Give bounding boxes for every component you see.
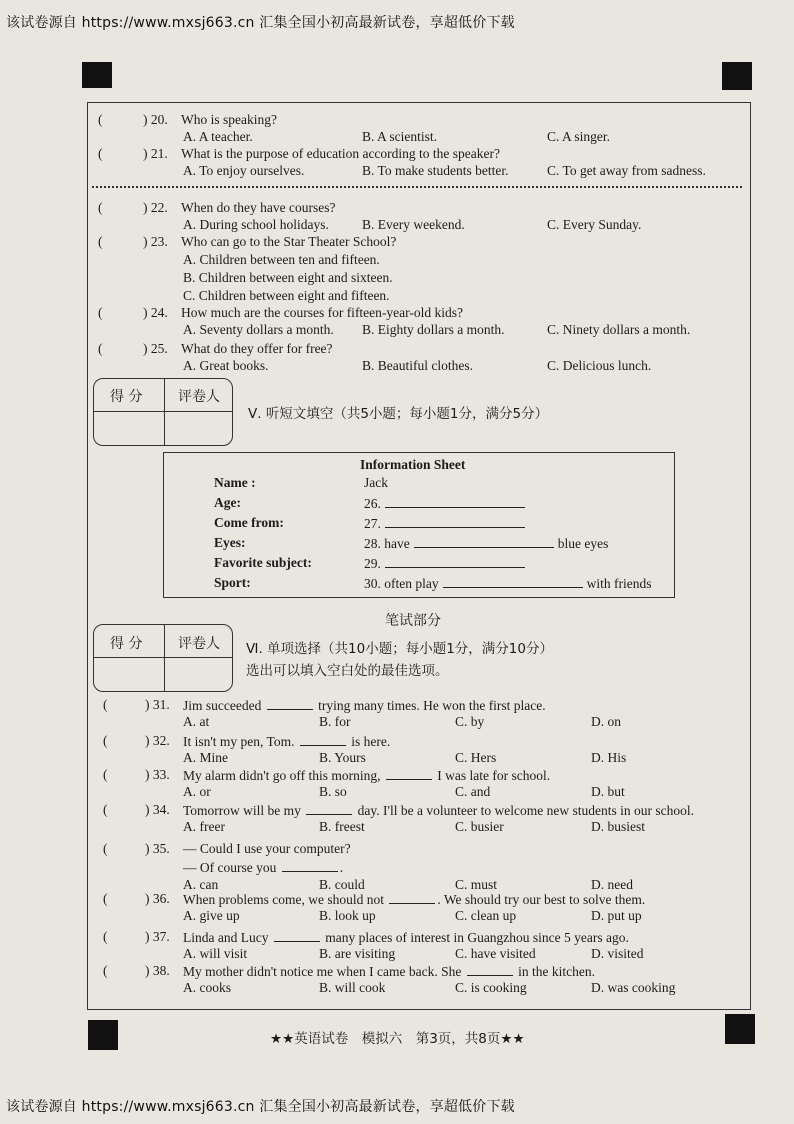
question-stem: Who is speaking?	[181, 112, 277, 127]
info-label: Come from:	[214, 515, 284, 530]
option-b: B. Every weekend.	[362, 217, 465, 232]
option-a: A. give up	[183, 908, 240, 923]
option-d: D. visited	[591, 946, 644, 961]
info-label: Name :	[214, 475, 256, 490]
option-c: C. To get away from sadness.	[547, 163, 706, 178]
option-b: B. for	[319, 714, 351, 729]
option-c: C. is cooking	[455, 980, 527, 995]
answer-paren: (	[103, 733, 108, 748]
option-a: A. Great books.	[183, 358, 269, 373]
option-b: B. are visiting	[319, 946, 396, 961]
question-number: ) 32.	[145, 733, 170, 748]
option-c: C. Ninety dollars a month.	[547, 322, 691, 337]
option-c: C. busier	[455, 819, 504, 834]
question-stem	[183, 891, 645, 908]
stem-part: It isn't my pen, Tom.	[183, 734, 298, 749]
option-c: C. Delicious lunch.	[547, 358, 652, 373]
score-label: 得 分	[110, 636, 143, 652]
answer-paren: (	[98, 305, 103, 320]
info-label: Sport:	[214, 575, 251, 590]
fill-in-blank[interactable]	[300, 733, 346, 746]
question-number: ) 33.	[145, 767, 170, 782]
info-value-text: 28. have	[364, 536, 410, 551]
question-stem	[183, 733, 390, 750]
option-a: A. Mine	[183, 750, 228, 765]
info-value	[364, 535, 608, 552]
question-number: ) 36.	[145, 891, 170, 906]
option-c: C. and	[455, 784, 491, 799]
option-b: B. Children between eight and sixteen.	[183, 270, 393, 285]
answer-paren: (	[103, 802, 108, 817]
question-number: ) 20.	[143, 112, 168, 127]
fill-in-blank[interactable]	[386, 767, 432, 780]
info-value	[364, 495, 525, 512]
fill-in-blank[interactable]	[385, 495, 525, 508]
option-a: A. Children between ten and fifteen.	[183, 252, 380, 267]
score-box-section6	[93, 624, 233, 692]
info-suffix: blue eyes	[557, 536, 609, 551]
fill-in-blank[interactable]	[274, 929, 320, 942]
option-d: D. His	[591, 750, 627, 765]
option-c: C. Hers	[455, 750, 497, 765]
answer-paren: (	[98, 234, 103, 249]
option-c: C. have visited	[455, 946, 536, 961]
registration-mark-bottom-right	[725, 1014, 755, 1044]
stem-part: trying many times. He won the first place.	[314, 698, 546, 713]
answer-paren: (	[98, 200, 103, 215]
answer-paren: (	[98, 341, 103, 356]
fill-in-blank[interactable]	[414, 535, 554, 548]
question-number: ) 24.	[143, 305, 168, 320]
score-label: 得 分	[110, 389, 143, 405]
section6-title: Ⅵ. 单项选择（共10小题；每小题1分，满分10分）	[246, 641, 553, 657]
option-d: D. busiest	[591, 819, 645, 834]
stem-part: When problems come, we should not	[183, 892, 388, 907]
grader-label: 评卷人	[178, 636, 220, 652]
info-value-text: Jack	[364, 475, 388, 490]
question-stem: What is the purpose of education according to the speaker?	[181, 146, 501, 161]
option-b: B. A scientist.	[362, 129, 438, 144]
stem-part: Tomorrow will be my	[183, 803, 305, 818]
option-d: D. on	[591, 714, 621, 729]
info-label: Favorite subject:	[214, 555, 312, 570]
answer-paren: (	[98, 112, 103, 127]
option-a: A. can	[183, 877, 219, 892]
fill-in-blank[interactable]	[385, 515, 525, 528]
question-number: ) 38.	[145, 963, 170, 978]
option-b: B. could	[319, 877, 365, 892]
info-value	[364, 475, 388, 491]
stem-part: . We should try our best to solve them.	[437, 892, 646, 907]
option-a: A. freer	[183, 819, 225, 834]
grader-label: 评卷人	[178, 389, 220, 405]
question-number: ) 31.	[145, 697, 170, 712]
fill-in-blank[interactable]	[443, 575, 583, 588]
info-value-text: 26.	[364, 496, 381, 511]
question-number: ) 37.	[145, 929, 170, 944]
registration-mark-top-left	[82, 62, 112, 88]
option-a: A. A teacher.	[183, 129, 253, 144]
option-c: C. clean up	[455, 908, 517, 923]
answer-paren: (	[98, 146, 103, 161]
fill-in-blank[interactable]	[267, 697, 313, 710]
section5-title: Ⅴ. 听短文填空（共5小题；每小题1分，满分5分）	[248, 406, 549, 422]
question-number: ) 23.	[143, 234, 168, 249]
option-a: A. cooks	[183, 980, 231, 995]
option-b: B. Eighty dollars a month.	[362, 322, 505, 337]
watermark-bottom: 该试卷源自 https://www.mxsj663.cn 汇集全国小初高最新试卷，享超低价下载	[6, 1099, 515, 1115]
answer-paren: (	[103, 697, 108, 712]
question-stem	[183, 963, 595, 980]
question-stem	[183, 929, 629, 946]
stem-part: is here.	[347, 734, 391, 749]
question-number: ) 21.	[143, 146, 168, 161]
question-stem: When do they have courses?	[181, 200, 336, 215]
option-b: B. Beautiful clothes.	[362, 358, 473, 373]
fill-in-blank[interactable]	[467, 963, 513, 976]
option-a: A. During school holidays.	[183, 217, 329, 232]
option-b: B. To make students better.	[362, 163, 509, 178]
stem-part: — Of course you	[183, 860, 280, 875]
option-a: A. To enjoy ourselves.	[183, 163, 305, 178]
info-value	[364, 555, 525, 572]
option-a: A. at	[183, 714, 210, 729]
info-label: Age:	[214, 495, 241, 510]
registration-mark-bottom-left	[88, 1020, 118, 1050]
option-b: B. freest	[319, 819, 365, 834]
score-box-section5	[93, 378, 233, 446]
section6-instruction: 选出可以填入空白处的最佳选项。	[246, 663, 449, 679]
question-stem	[183, 697, 546, 714]
option-b: B. will cook	[319, 980, 386, 995]
question-stem: Who can go to the Star Theater School?	[181, 234, 397, 249]
page-footer: ★★英语试卷 模拟六 第3页，共8页★★	[270, 1031, 525, 1047]
option-a: A. or	[183, 784, 211, 799]
stem-part: My mother didn't notice me when I came back. She	[183, 964, 465, 979]
question-stem	[183, 802, 694, 819]
question-stem-line2	[183, 859, 343, 876]
watermark-top: 该试卷源自 https://www.mxsj663.cn 汇集全国小初高最新试卷，享超低价下载	[6, 15, 515, 31]
option-d: D. was cooking	[591, 980, 676, 995]
info-value	[364, 515, 525, 532]
info-value	[364, 575, 651, 592]
registration-mark-top-right	[722, 62, 752, 90]
stem-part: Jim succeeded	[183, 698, 265, 713]
stem-part: Linda and Lucy	[183, 930, 272, 945]
option-c: C. Children between eight and fifteen.	[183, 288, 390, 303]
question-stem: What do they offer for free?	[181, 341, 333, 356]
question-number: ) 22.	[143, 200, 168, 215]
fill-in-blank[interactable]	[385, 555, 525, 568]
option-c: C. Every Sunday.	[547, 217, 642, 232]
option-d: D. put up	[591, 908, 642, 923]
written-part-title: 笔试部分	[385, 613, 441, 629]
stem-part: in the kitchen.	[514, 964, 595, 979]
information-sheet	[163, 452, 675, 598]
info-value-text: 30. often play	[364, 576, 439, 591]
question-stem	[183, 767, 550, 784]
option-a: A. Seventy dollars a month.	[183, 322, 334, 337]
option-d: D. but	[591, 784, 625, 799]
option-a: A. will visit	[183, 946, 248, 961]
question-number: ) 35.	[145, 841, 170, 856]
fill-in-blank[interactable]	[282, 859, 338, 872]
info-label: Eyes:	[214, 535, 246, 550]
question-number: ) 34.	[145, 802, 170, 817]
dotted-divider	[92, 186, 742, 188]
question-stem: How much are the courses for fifteen-year-old kids?	[181, 305, 463, 320]
option-c: C. by	[455, 714, 485, 729]
fill-in-blank[interactable]	[306, 802, 352, 815]
info-value-text: 29.	[364, 556, 381, 571]
answer-paren: (	[103, 891, 108, 906]
option-c: C. must	[455, 877, 498, 892]
stem-part: .	[339, 860, 344, 875]
stem-part: day. I'll be a volunteer to welcome new students in our school.	[354, 803, 695, 818]
info-sheet-title: Information Sheet	[360, 457, 466, 472]
question-stem	[183, 841, 351, 857]
option-d: D. need	[591, 877, 633, 892]
fill-in-blank[interactable]	[389, 891, 435, 904]
question-number: ) 25.	[143, 341, 168, 356]
info-suffix: with friends	[586, 576, 652, 591]
option-b: B. look up	[319, 908, 376, 923]
answer-paren: (	[103, 767, 108, 782]
info-value-text: 27.	[364, 516, 381, 531]
answer-paren: (	[103, 963, 108, 978]
option-b: B. Yours	[319, 750, 366, 765]
answer-paren: (	[103, 929, 108, 944]
stem-part: — Could I use your computer?	[183, 841, 351, 856]
answer-paren: (	[103, 841, 108, 856]
stem-part: I was late for school.	[433, 768, 551, 783]
stem-part: My alarm didn't go off this morning,	[183, 768, 384, 783]
option-c: C. A singer.	[547, 129, 611, 144]
option-b: B. so	[319, 784, 347, 799]
stem-part: many places of interest in Guangzhou since 5 years ago.	[321, 930, 629, 945]
